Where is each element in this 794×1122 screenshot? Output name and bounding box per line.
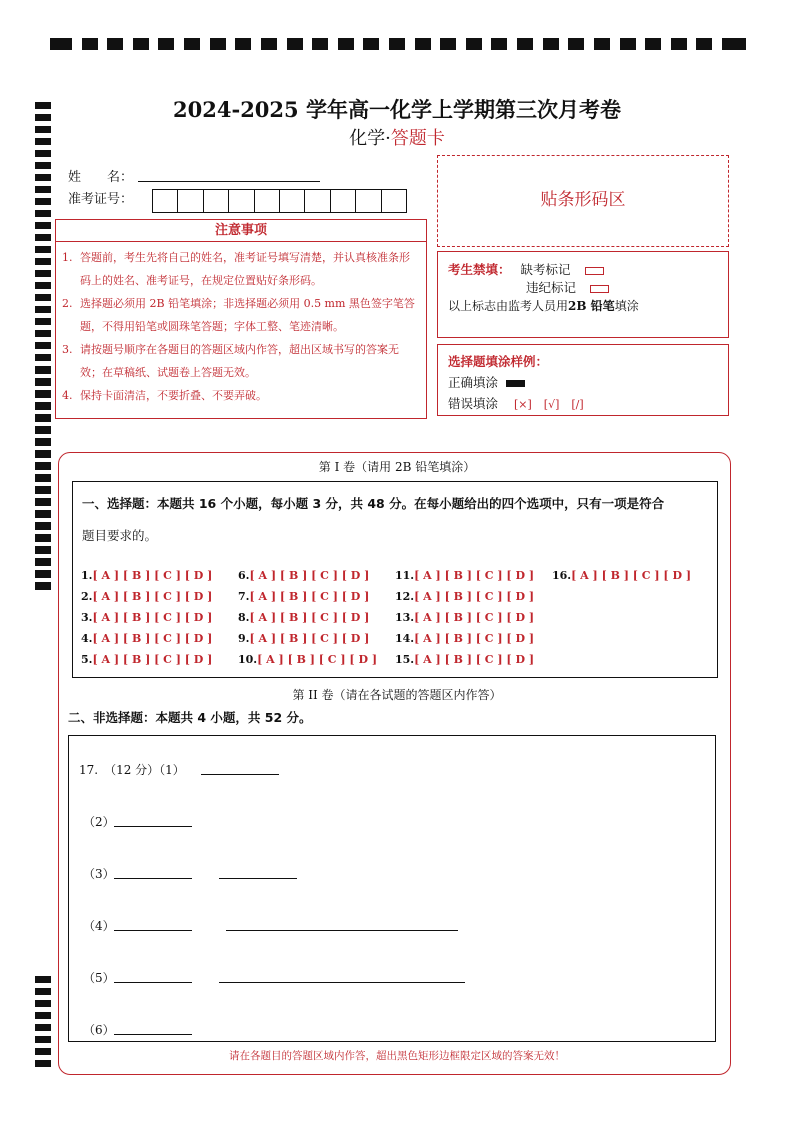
timing-mark: [466, 38, 482, 50]
side-timing-marks-middle: [35, 367, 51, 595]
answer-line-1[interactable]: [201, 774, 279, 775]
notice-item: 4. 保持卡面清洁，不要折叠、不要弄破。: [62, 389, 267, 402]
answer-line-3b[interactable]: [219, 878, 297, 879]
answer-line-5a[interactable]: [114, 982, 192, 983]
timing-mark: [35, 198, 51, 205]
id-number-boxes[interactable]: [152, 189, 406, 213]
footer-warning: 请在各题目的答题区域内作答，超出黑色矩形边框限定区域的答案无效！: [229, 1050, 565, 1062]
id-digit-box[interactable]: [152, 189, 178, 213]
mc-question[interactable]: 5.[ A ] [ B ] [ C ] [ D ]: [81, 653, 213, 666]
timing-mark: [287, 38, 303, 50]
id-digit-box[interactable]: [304, 189, 330, 213]
id-digit-box[interactable]: [203, 189, 229, 213]
sample-label: 选择题填涂样例：: [448, 354, 549, 369]
mc-question[interactable]: 4.[ A ] [ B ] [ C ] [ D ]: [81, 632, 213, 645]
mc-question[interactable]: 12.[ A ] [ B ] [ C ] [ D ]: [395, 590, 535, 603]
wrong-fill-sample: [/]: [571, 398, 584, 411]
timing-mark: [35, 976, 51, 983]
restricted-note: 以上标志由监考人员用2B 铅笔填涂: [448, 299, 639, 313]
timing-mark: [35, 367, 51, 374]
top-timing-marks: [50, 38, 746, 52]
timing-mark: [35, 988, 51, 995]
timing-mark: [261, 38, 277, 50]
timing-mark: [35, 415, 51, 422]
notice-item: 2. 选择题必须用 2B 铅笔填涂；非选择题必须用 0.5 mm 黑色签字笔答题，不得用铅笔或圆珠笔答题；字体工整、笔迹清晰。: [62, 297, 415, 333]
timing-mark: [35, 1000, 51, 1007]
timing-mark: [50, 38, 72, 50]
mc-question[interactable]: 8.[ A ] [ B ] [ C ] [ D ]: [238, 611, 370, 624]
timing-mark: [35, 186, 51, 193]
page-subtitle: [0, 124, 794, 150]
timing-mark: [415, 38, 431, 50]
restricted-label: 考生禁填：: [448, 262, 511, 277]
notice-item: 1. 答题前，考生先将自己的姓名，准考证号填写清楚，并认真核准条形码上的姓名、准考证号，在规定位置贴好条形码。: [62, 251, 410, 287]
timing-mark: [35, 439, 51, 446]
id-digit-box[interactable]: [381, 189, 407, 213]
notice-body: [55, 242, 427, 419]
wrong-fill-sample: [×]: [514, 398, 532, 411]
violation-mark-box[interactable]: [590, 285, 609, 293]
mc-question[interactable]: 1.[ A ] [ B ] [ C ] [ D ]: [81, 569, 213, 582]
notice-item: 3. 请按题号顺序在各题目的答题区域内作答，超出区域书写的答案无效；在草稿纸、试题卷上答题无效。: [62, 343, 399, 379]
timing-mark: [35, 354, 51, 361]
sub-label-6: （6）: [83, 1023, 115, 1037]
part2-heading: 第 II 卷（请在各试题的答题区内作答）: [292, 688, 502, 702]
mc-question[interactable]: 3.[ A ] [ B ] [ C ] [ D ]: [81, 611, 213, 624]
id-digit-box[interactable]: [355, 189, 381, 213]
timing-mark: [312, 38, 328, 50]
timing-mark: [35, 162, 51, 169]
timing-mark: [35, 523, 51, 530]
answer-line-2[interactable]: [114, 826, 192, 827]
notice-heading: 注意事项: [55, 219, 427, 242]
timing-mark: [35, 174, 51, 181]
timing-mark: [594, 38, 610, 50]
mc-question[interactable]: 9.[ A ] [ B ] [ C ] [ D ]: [238, 632, 370, 645]
timing-mark: [35, 270, 51, 277]
timing-mark: [671, 38, 687, 50]
timing-mark: [722, 38, 746, 50]
question-17-answer-box: [68, 735, 716, 1042]
id-digit-box[interactable]: [177, 189, 203, 213]
id-digit-box[interactable]: [228, 189, 254, 213]
restricted-marks-box: [437, 251, 729, 338]
fill-sample-box: [437, 344, 729, 416]
timing-mark: [158, 38, 174, 50]
timing-mark: [35, 451, 51, 458]
part2-instruction: 二、非选择题：本题共 4 小题，共 52 分。: [68, 710, 312, 725]
timing-mark: [491, 38, 507, 50]
violation-label: 违纪标记: [526, 280, 577, 295]
timing-mark: [35, 1024, 51, 1031]
sub-label-3: （3）: [83, 867, 115, 881]
timing-mark: [338, 38, 354, 50]
mc-question[interactable]: 14.[ A ] [ B ] [ C ] [ D ]: [395, 632, 535, 645]
subtitle-card: 答题卡: [390, 128, 445, 149]
multiple-choice-box: [72, 481, 718, 678]
timing-mark: [184, 38, 200, 50]
mc-question[interactable]: 6.[ A ] [ B ] [ C ] [ D ]: [238, 569, 370, 582]
timing-mark: [35, 583, 51, 590]
timing-mark: [645, 38, 661, 50]
timing-mark: [35, 258, 51, 265]
absent-mark-box[interactable]: [585, 267, 604, 275]
timing-mark: [235, 38, 251, 50]
absent-label: 缺考标记: [520, 262, 571, 277]
mc-question[interactable]: 2.[ A ] [ B ] [ C ] [ D ]: [81, 590, 213, 603]
part1-instruction: 一、选择题：本题共 16 个小题，每小题 3 分，共 48 分。在每小题给出的四个选项中，只有一项是符合 题目要求的。: [82, 496, 665, 543]
timing-mark: [35, 282, 51, 289]
answer-line-4b[interactable]: [226, 930, 458, 931]
barcode-area: 贴条形码区: [437, 155, 729, 247]
timing-mark: [440, 38, 456, 50]
timing-mark: [696, 38, 712, 50]
part1-heading: 第 I 卷（请用 2B 铅笔填涂）: [318, 460, 476, 474]
timing-mark: [35, 1036, 51, 1043]
timing-mark: [543, 38, 559, 50]
timing-mark: [35, 330, 51, 337]
answer-line-6[interactable]: [114, 1034, 192, 1035]
answer-line-5b[interactable]: [219, 982, 465, 983]
wrong-fill-sample: [√]: [543, 398, 560, 411]
timing-mark: [35, 547, 51, 554]
page-title: 2024-2025 学年高一化学上学期第三次月考卷: [173, 97, 621, 122]
mc-question[interactable]: 13.[ A ] [ B ] [ C ] [ D ]: [395, 611, 535, 624]
timing-mark: [35, 294, 51, 301]
mc-question[interactable]: 11.[ A ] [ B ] [ C ] [ D ]: [395, 569, 535, 582]
answer-line-3a[interactable]: [114, 878, 192, 879]
mc-question[interactable]: 10.[ A ] [ B ] [ C ] [ D ]: [238, 653, 378, 666]
timing-mark: [35, 246, 51, 253]
timing-mark: [35, 222, 51, 229]
id-digit-box[interactable]: [330, 189, 356, 213]
subtitle-subject: 化学·: [349, 128, 391, 149]
timing-mark: [620, 38, 636, 50]
timing-mark: [35, 487, 51, 494]
timing-mark: [35, 499, 51, 506]
id-digit-box[interactable]: [254, 189, 280, 213]
timing-mark: [35, 210, 51, 217]
timing-mark: [210, 38, 226, 50]
answer-line-4a[interactable]: [114, 930, 192, 931]
timing-mark: [35, 475, 51, 482]
timing-mark: [35, 559, 51, 566]
timing-mark: [35, 318, 51, 325]
mc-question[interactable]: 16.[ A ] [ B ] [ C ] [ D ]: [552, 569, 692, 582]
timing-mark: [35, 150, 51, 157]
timing-mark: [35, 427, 51, 434]
name-field[interactable]: [138, 181, 320, 182]
timing-mark: [568, 38, 584, 50]
timing-mark: [35, 306, 51, 313]
timing-mark: [82, 38, 98, 50]
timing-mark: [107, 38, 123, 50]
timing-mark: [35, 391, 51, 398]
timing-mark: [35, 1012, 51, 1019]
id-digit-box[interactable]: [279, 189, 305, 213]
q17-label: 17. （12 分）（1）: [79, 763, 185, 777]
correct-fill-sample: [506, 380, 525, 387]
timing-mark: [389, 38, 405, 50]
mc-question[interactable]: 15.[ A ] [ B ] [ C ] [ D ]: [395, 653, 535, 666]
mc-question[interactable]: 7.[ A ] [ B ] [ C ] [ D ]: [238, 590, 370, 603]
timing-mark: [517, 38, 533, 50]
wrong-fill-label: 错误填涂: [448, 396, 499, 411]
timing-mark: [363, 38, 379, 50]
sub-label-5: （5）: [83, 971, 115, 985]
timing-mark: [133, 38, 149, 50]
timing-mark: [35, 234, 51, 241]
timing-mark: [35, 535, 51, 542]
timing-mark: [35, 379, 51, 386]
correct-fill-label: 正确填涂: [448, 375, 499, 390]
sub-label-4: （4）: [83, 919, 115, 933]
name-label: 姓 名：: [68, 170, 134, 185]
id-label: 准考证号：: [68, 192, 134, 207]
timing-mark: [35, 511, 51, 518]
timing-mark: [35, 571, 51, 578]
sub-label-2: （2）: [83, 815, 115, 829]
timing-mark: [35, 403, 51, 410]
timing-mark: [35, 342, 51, 349]
